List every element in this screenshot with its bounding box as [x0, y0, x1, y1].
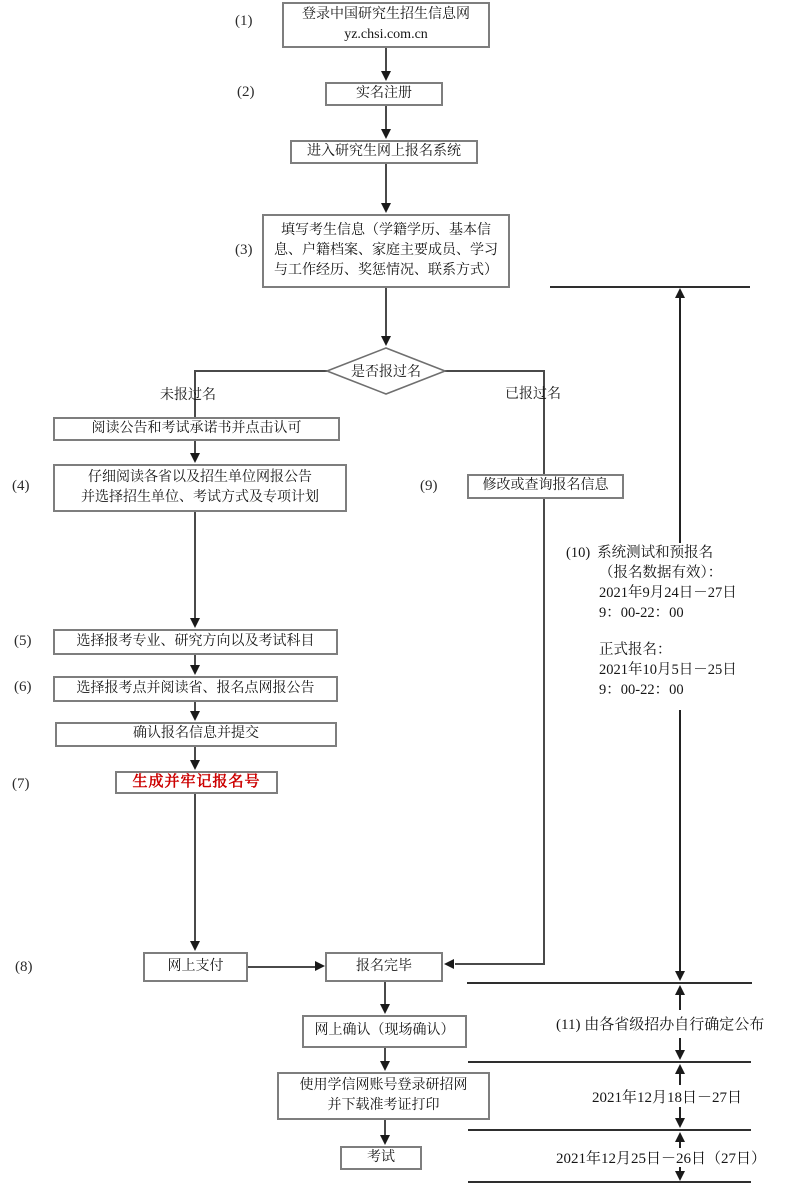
node-read-province-line2: 并选择招生单位、考试方式及专项计划 [81, 490, 319, 505]
connector [543, 370, 545, 965]
connector [194, 794, 196, 942]
arrowhead-up [675, 1132, 685, 1142]
step-label-6: (6) [14, 679, 32, 695]
timeline-rule-top [550, 286, 750, 288]
province-note-text: 由各省级招办自行确定公布 [584, 1017, 765, 1033]
branch-label-no: 未报过名 [160, 388, 216, 403]
connector [385, 106, 387, 130]
timeline-rule-4 [468, 1129, 751, 1131]
node-choose-major-label: 选择报考专业、研究方向以及考试科目 [76, 633, 315, 649]
node-download-line2: 并下载准考证打印 [327, 1098, 440, 1113]
connector [248, 966, 315, 968]
arrowhead-down [190, 453, 200, 463]
timeline-span [679, 710, 681, 972]
step-label-3: (3) [235, 242, 253, 258]
node-read-notice-label: 阅读公告和考试承诺书并点击认可 [91, 420, 302, 436]
timeline-note-province [556, 1013, 764, 1034]
arrowhead-down [380, 1135, 390, 1145]
node-enter-system [290, 140, 478, 164]
timeline-note-registration [566, 543, 737, 700]
connector [194, 747, 196, 761]
timeline-span [679, 994, 681, 1010]
node-choose-site [53, 676, 338, 702]
node-exam-label: 考试 [367, 1149, 395, 1165]
connector [384, 1120, 386, 1136]
formal-reg-hours: 9：00-22：00 [599, 682, 684, 698]
arrowhead-down [190, 760, 200, 770]
arrowhead-down [675, 1050, 685, 1060]
connector [194, 512, 196, 619]
pre-reg-title: 系统测试和预报名 [597, 545, 714, 561]
connector [385, 164, 387, 204]
connector [445, 370, 545, 372]
node-modify-query [467, 474, 624, 499]
arrowhead-down [675, 1118, 685, 1128]
node-confirm-submit [55, 722, 337, 747]
arrowhead-down [380, 1004, 390, 1014]
node-read-province-line1: 仔细阅读各省以及招生单位网报公告 [88, 469, 312, 485]
arrowhead-down [190, 941, 200, 951]
node-fill-info-line1: 填写考生信息（学籍学历、基本信 [281, 222, 491, 238]
arrowhead-down [675, 1171, 685, 1181]
pre-reg-valid: （报名数据有效）： [599, 565, 723, 581]
timeline-rule-2 [467, 982, 752, 984]
arrowhead-down [380, 1061, 390, 1071]
node-fill-info [262, 214, 510, 288]
node-finish-label: 报名完毕 [356, 958, 412, 974]
formal-reg-dates: 2021年10月5日－25日 [599, 662, 737, 678]
arrowhead-down [190, 618, 200, 628]
node-exam [340, 1146, 422, 1170]
decision-question: 是否报过名 [351, 365, 421, 380]
step-label-8: (8) [15, 959, 33, 975]
arrowhead-down [675, 971, 685, 981]
arrowhead-down [381, 71, 391, 81]
timeline-span [679, 1073, 681, 1085]
node-remember-id [115, 771, 278, 794]
node-register [325, 82, 443, 106]
node-remember-id-label: 生成并牢记报名号 [132, 773, 261, 790]
formal-reg-title: 正式报名： [599, 642, 672, 658]
arrowhead-up [675, 985, 685, 995]
timeline-span [679, 297, 681, 543]
node-choose-site-label: 选择报考点并阅读省、报名点网报公告 [76, 680, 315, 696]
node-online-confirm-label: 网上确认（现场确认） [314, 1023, 455, 1039]
step-label-11: (11) [556, 1017, 581, 1033]
step-label-1: (1) [235, 13, 253, 29]
connector [455, 963, 545, 965]
arrowhead-left [444, 959, 454, 969]
decision-registered-before [324, 346, 448, 396]
arrowhead-up [675, 288, 685, 298]
node-download-ticket [277, 1072, 490, 1120]
node-login-site [282, 2, 490, 48]
timeline-note-download-period: 2021年12月18日－27日 [592, 1090, 743, 1106]
connector [384, 982, 386, 1005]
pre-reg-dates: 2021年9月24日－27日 [599, 585, 737, 601]
arrowhead-down [381, 129, 391, 139]
arrowhead-down [381, 336, 391, 346]
step-label-7: (7) [12, 776, 30, 792]
arrowhead-down [190, 711, 200, 721]
step-label-2: (2) [237, 84, 255, 100]
step-label-9: (9) [420, 478, 438, 494]
step-label-4: (4) [12, 478, 30, 494]
connector [196, 370, 327, 372]
timeline-rule-3 [468, 1061, 751, 1063]
node-read-notice [53, 417, 340, 441]
connector [385, 48, 387, 71]
node-confirm-submit-label: 确认报名信息并提交 [133, 726, 259, 742]
node-online-confirm [302, 1015, 467, 1048]
node-choose-major [53, 629, 338, 655]
node-login-site-line2: yz.chsi.com.cn [344, 27, 428, 42]
node-fill-info-line3: 与工作经历、奖惩情况、联系方式） [274, 263, 498, 279]
timeline-rule-bottom [468, 1181, 751, 1183]
arrowhead-right [315, 961, 325, 971]
connector [385, 288, 387, 336]
spacer [566, 623, 737, 640]
node-register-label: 实名注册 [356, 85, 412, 101]
step-label-5: (5) [14, 633, 32, 649]
node-fill-info-line2: 息、户籍档案、家庭主要成员、学习 [274, 242, 498, 258]
arrowhead-up [675, 1064, 685, 1074]
node-pay-online [143, 952, 248, 982]
node-enter-system-label: 进入研究生网上报名系统 [307, 143, 461, 159]
branch-label-yes: 已报过名 [505, 387, 561, 402]
node-login-site-line1: 登录中国研究生招生信息网 [302, 6, 470, 22]
node-finish [325, 952, 443, 982]
timeline-note-exam-period: 2021年12月25日－26日（27日） [556, 1151, 767, 1167]
arrowhead-down [190, 665, 200, 675]
node-pay-online-label: 网上支付 [167, 958, 224, 974]
node-download-line1: 使用学信网账号登录研招网 [299, 1077, 468, 1093]
connector [384, 1048, 386, 1062]
pre-reg-hours: 9：00-22：00 [599, 605, 684, 621]
node-modify-query-label: 修改或查询报名信息 [482, 478, 609, 494]
arrowhead-down [381, 203, 391, 213]
node-read-province-notice [53, 464, 347, 512]
step-label-10: (10) [566, 545, 591, 561]
